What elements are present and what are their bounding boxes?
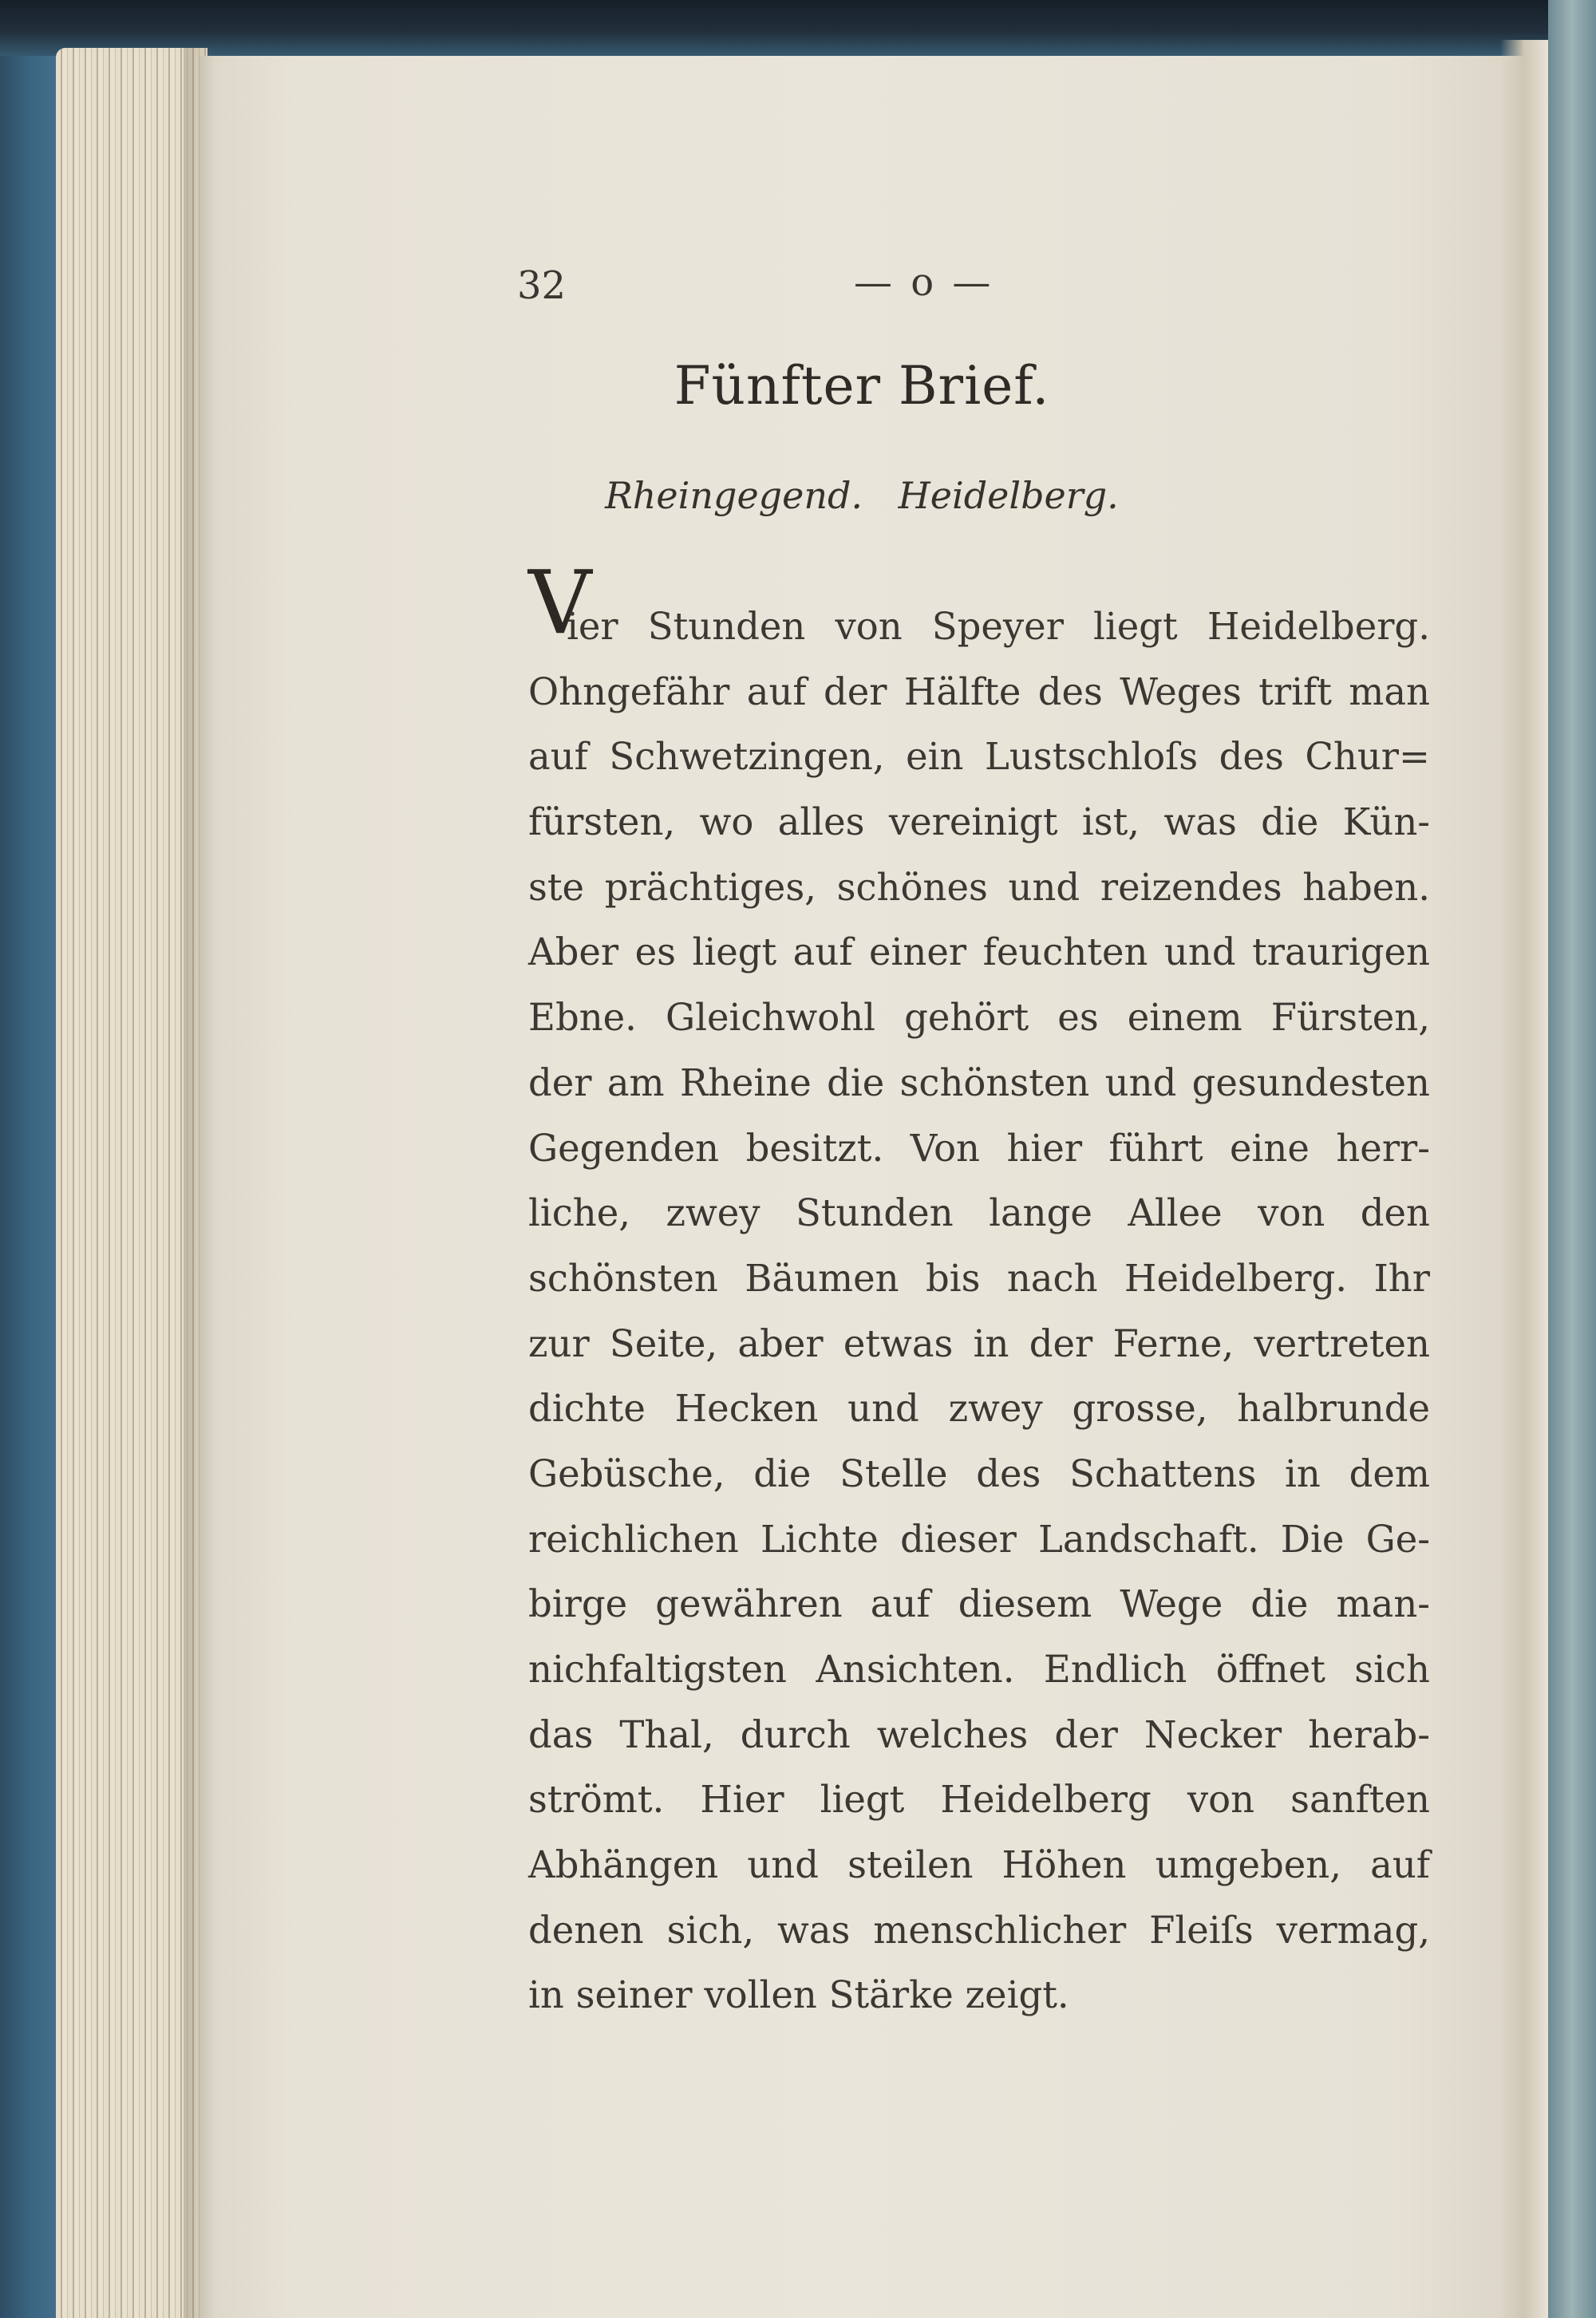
text-line: nichfaltigsten Ansichten. Endlich öffnet sich: [528, 1648, 1430, 1691]
text-line: das Thal, durch welches der Necker herab-: [528, 1712, 1430, 1756]
header-ornament: — o —: [854, 260, 994, 305]
drop-capital: V: [528, 551, 592, 654]
text-line: Gebüsche, die Stelle des Schattens in dem: [528, 1451, 1430, 1495]
text-line: fürsten, wo alles vereinigt ist, was die Kün-: [528, 800, 1430, 844]
text-line: dichte Hecken und zwey grosse, halbrunde: [528, 1387, 1430, 1431]
text-line: birge gewähren auf diesem Wege die man-: [528, 1582, 1430, 1626]
text-line: reichlichen Lichte dieser Landschaft. Die Ge-: [528, 1517, 1430, 1561]
text-line: Aber es liegt auf einer feuchten und traurigen: [528, 930, 1430, 974]
text-line: Ebne. Gleichwohl gehört es einem Fürsten,: [528, 996, 1430, 1040]
text-line: liche, zwey Stunden lange Allee von den: [528, 1191, 1430, 1235]
text-line: schönsten Bäumen bis nach Heidelberg. Ihr: [528, 1256, 1430, 1300]
book-cover-right-edge: [1548, 0, 1596, 2318]
page-number: 32: [517, 263, 567, 308]
text-line: denen sich, was menschlicher Fleiſs vermag,: [528, 1908, 1430, 1952]
letter-subtitle: Rheingegend. Heidelberg.: [605, 474, 1119, 517]
letter-title: Fünfter Brief.: [674, 355, 1050, 417]
text-line: Abhängen und steilen Höhen umgeben, auf: [528, 1843, 1430, 1887]
book-cover-top: [0, 0, 1596, 56]
text-line: zur Seite, aber etwas in der Ferne, vertreten: [528, 1321, 1430, 1365]
body-text: [528, 594, 1430, 2028]
text-line: Gegenden besitzt. Von hier führt eine herr-: [528, 1126, 1430, 1170]
text-line: der am Rheine die schönsten und gesundesten: [528, 1060, 1430, 1104]
text-line: ste prächtiges, schönes und reizendes haben.: [528, 865, 1430, 909]
text-line: strömt. Hier liegt Heidelberg von sanften: [528, 1778, 1430, 1822]
text-line: Ohngefähr auf der Hälfte des Weges trift man: [528, 669, 1430, 713]
text-line: auf Schwetzingen, ein Lustschloſs des Chur=: [528, 735, 1430, 779]
text-line: in seiner vollen Stärke zeigt.: [528, 1973, 1069, 2017]
text-line: ier Stunden von Speyer liegt Heidelberg.: [567, 605, 1430, 648]
